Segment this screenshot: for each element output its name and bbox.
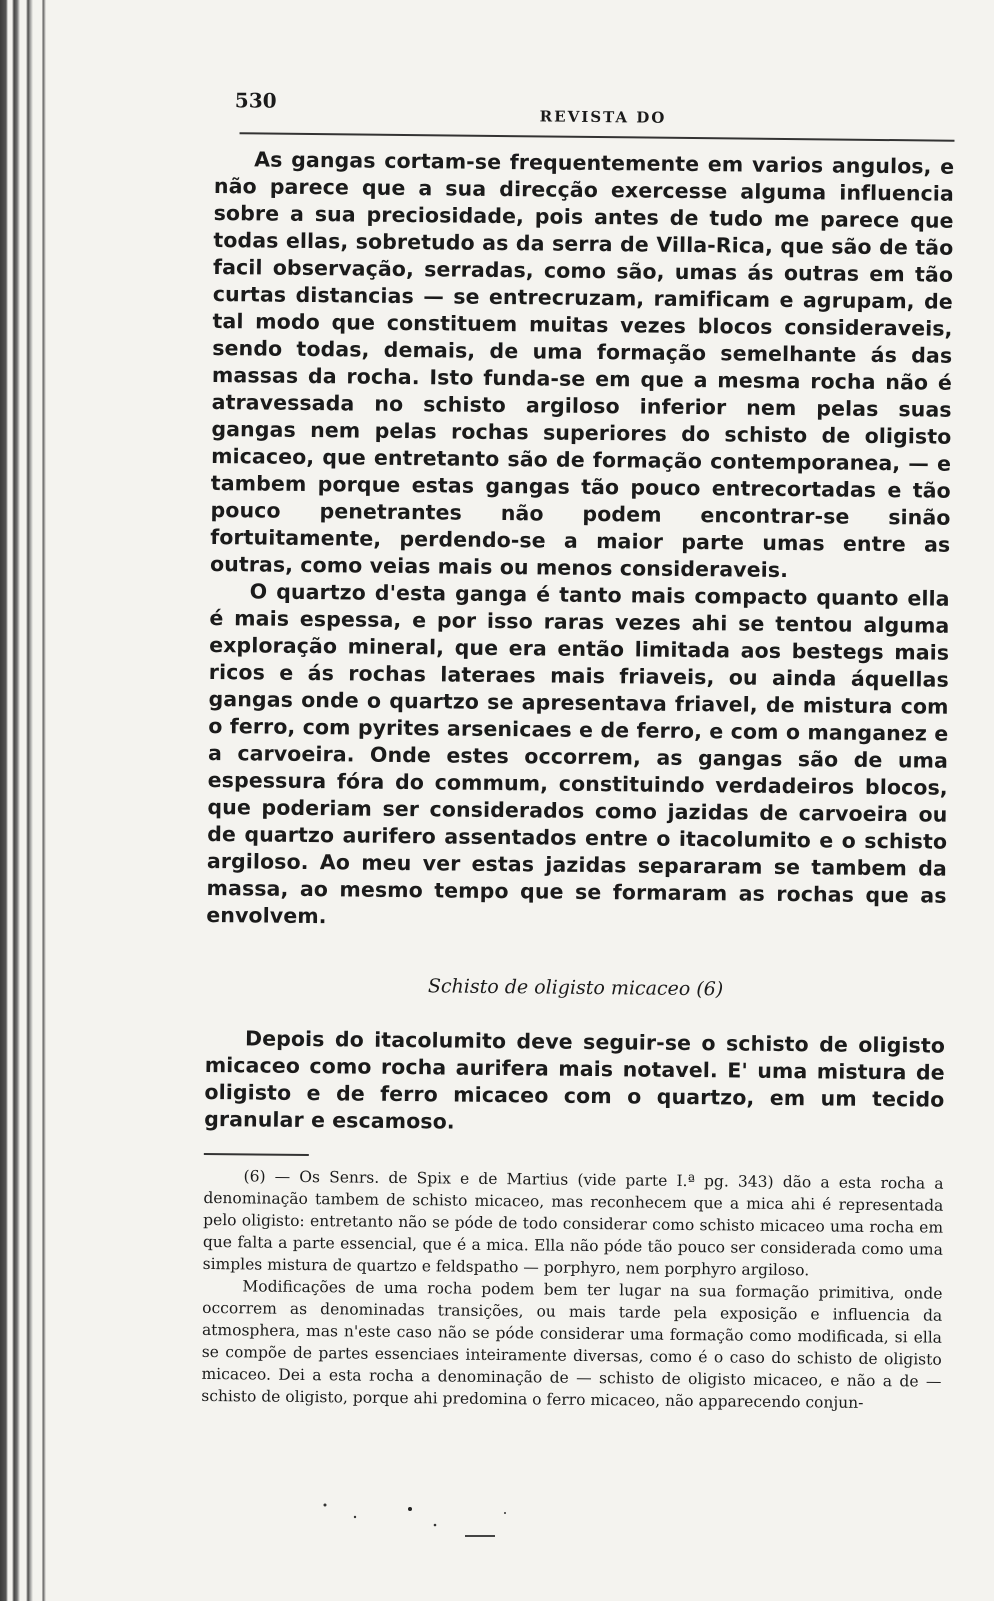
footnote-6: (6) — Os Senrs. de Spix e de Martius (vide parte I.ª pg. 343) dão a esta rocha a denominação tambem de schisto micaceo, mas reconhecem que a mica ahi é representada pelo oligisto: entretanto não se póde de todo considerar como schisto micaceo uma rocha em que falta a parte essencial, que é a mica. Ella não póde tão pouco ser considerada como uma simples mistura de quartzo e feldspatho — porphyro, nem porphyro argiloso. — [202, 1167, 944, 1280]
book-page — [201, 88, 955, 1415]
book-binding-edge — [0, 0, 58, 1601]
page-number: 530 — [234, 88, 277, 113]
section-heading: Schisto de oligisto micaceo (6) — [427, 975, 724, 1001]
print-specks — [315, 1495, 535, 1555]
footnote-continuation: Modificações de uma rocha podem bem ter lugar na sua formação primitiva, onde occorrem as denominadas transições, ou mais tarde pela exposição e influencia da atmosphera, mas n'este caso não se póde considerar uma formação como modificada, si ella se compõe de partes essenciaes inteiramente diversas, como é o caso do schisto de oligisto micaceo. Dei a esta rocha a denominação de — schisto de oligisto micaceo, e não a de — schisto de oligisto, porque ahi predomina o ferro micaceo, não apparecendo conjun- — [201, 1277, 943, 1412]
paragraph-itacolumito: Depois do itacolumito deve seguir-se o schisto de oligisto micaceo como rocha aurifera mais notavel. E' uma mistura de oligisto e de ferro micaceo com o quartzo, em um tecido granular e escamoso. — [204, 1026, 946, 1134]
paragraph-quartzo: O quartzo d'esta ganga é tanto mais compacto quanto ella é mais espessa, e por isso raras vezes ahi se tentou alguma exploração mineral, que era então limitada aos bestegs mais ricos e ás rochas lateraes mais friaveis, ou ainda áquellas gangas onde o quartzo se apresentava friavel, de mistura com o ferro, com pyrites arsenicaes e de ferro, e com o manganez e a carvoeira. Onde estes occorrem, as gangas são de uma espessura fóra do commum, constituindo verdadeiros blocos, que poderiam ser considerados como jazidas de carvoeira ou de quartzo aurifero assentados entre o itacolumito e o schisto argiloso. Ao meu ver estas jazidas separaram se tambem da massa, ao mesmo tempo que se formaram as rochas que as envolvem. — [206, 579, 950, 929]
running-title: REVISTA DO — [539, 107, 667, 127]
page-header — [215, 88, 955, 136]
paragraph-gangas: As gangas cortam-se frequentemente em varios angulos, e não parece que a sua direcção exercesse alguma influencia sobre a sua preciosidade, pois antes de tudo me parece que todas ellas, sobretudo as da serra de Villa-Rica, que são de tão facil observação, serradas, como são, umas ás outras em tão curtas distancias — se entrecruzam, ramificam e agrupam, de tal modo que constituem muitas vezes blocos consideraveis, sendo todas, demais, de uma formação semelhante ás das massas da rocha. Isto funda-se em que a mesma rocha não é atravessada no schisto argiloso inferior nem pelas suas gangas nem pelas rochas superiores do schisto de oligisto micaceo, que entretanto são de formação contemporanea, — e tambem porque estas gangas tão pouco entrecortadas e tão pouco penetrantes não podem encontrar-se sinão fortuitamente, perdendo-se a maior parte umas entre as outras, como veias mais ou menos consideraveis. — [209, 147, 955, 583]
footnote-rule — [204, 1153, 309, 1156]
